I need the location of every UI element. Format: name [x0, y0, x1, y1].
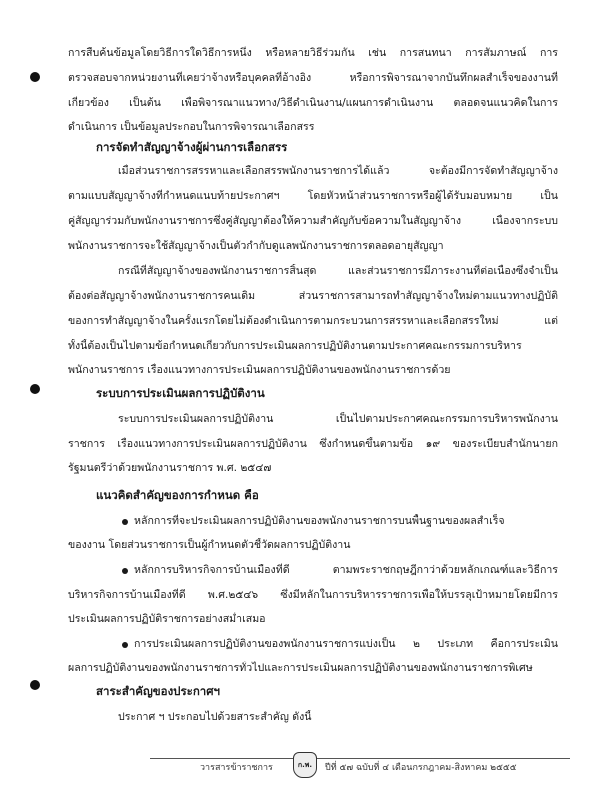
- paragraph-line: รัฐมนตรีว่าด้วยพนักงานราชการ พ.ศ. ๒๕๔๗: [68, 462, 272, 474]
- paragraph-line: คู่สัญญาร่วมกับพนักงานราชการซึ่งคู่สัญญาต้องให้ความสำคัญกับข้อความในสัญญาจ้าง เนื่องจากระบบ: [68, 215, 558, 227]
- bullet-icon: [122, 568, 128, 574]
- paragraph-line: ระบบการประเมินผลการปฏิบัติงาน เป็นไปตามประกาศคณะกรรมการบริหารพนักงาน: [118, 413, 558, 425]
- paragraph-line: กรณีที่สัญญาจ้างของพนักงานราชการสิ้นสุด และส่วนราชการมีภาระงานที่ต่อเนื่องซึ่งจำเป็น: [118, 265, 558, 277]
- paragraph-line: เกี่ยวข้อง เป็นต้น เพื่อพิจารณาแนวทาง/วิธีดำเนินงาน/แผนการดำเนินงาน ตลอดจนแนวคิดในการ: [68, 97, 558, 109]
- section-heading-evaluation: ระบบการประเมินผลการปฏิบัติงาน: [96, 386, 265, 400]
- bullet-line: การประเมินผลการปฏิบัติงานของพนักงานราชการแบ่งเป็น ๒ ประเภท คือการประเมิน: [134, 638, 558, 650]
- paragraph-line: พนักงานราชการจะใช้สัญญาจ้างเป็นตัวกำกับดูแลพนักงานราชการตลอดอายุสัญญา: [68, 240, 444, 252]
- bullet-icon: [122, 519, 128, 525]
- bullet-line: บริหารกิจการบ้านเมืองที่ดี พ.ศ.๒๕๔๖ ซึ่งมีหลักในการบริหารราชการเพื่อให้บรรลุเป้าหมายโดยมีการ: [68, 589, 558, 601]
- punch-hole-middle: [30, 384, 40, 394]
- paragraph-line: พนักงานราชการ เรื่องแนวทางการประเมินผลการปฏิบัติงานของพนักงานราชการด้วย: [68, 364, 451, 376]
- section-heading-contract: การจัดทำสัญญาจ้างผู้ผ่านการเลือกสรร: [96, 140, 288, 154]
- paragraph-line: ประกาศ ฯ ประกอบไปด้วยสาระสำคัญ ดังนี้: [118, 711, 312, 723]
- section-heading-essence: สาระสำคัญของประกาศฯ: [96, 684, 221, 698]
- footer-rule: [150, 758, 570, 759]
- logo-text: ก.พ.: [297, 760, 313, 769]
- bullet-line: ผลการปฏิบัติงานของพนักงานราชการทั่วไปและการประเมินผลการปฏิบัติงานของพนักงานราชการพิเศษ: [68, 662, 533, 674]
- ocsc-logo-icon: [293, 752, 317, 778]
- paragraph-line: ตามแบบสัญญาจ้างที่กำหนดแนบท้ายประกาศฯ โดยหัวหน้าส่วนราชการหรือผู้ได้รับมอบหมาย เป็น: [68, 190, 558, 202]
- bullet-line: ประเมินผลการปฏิบัติราชการอย่างสม่ำเสมอ: [68, 613, 266, 625]
- paragraph-line: เมื่อส่วนราชการสรรหาและเลือกสรรพนักงานราชการได้แล้ว จะต้องมีการจัดทำสัญญาจ้าง: [118, 165, 558, 177]
- punch-hole-top: [30, 72, 40, 82]
- punch-hole-bottom: [30, 680, 40, 690]
- bullet-line: หลักการที่จะประเมินผลการปฏิบัติงานของพนักงานราชการบนพื้นฐานของผลสำเร็จ: [134, 515, 505, 527]
- paragraph-line: การสืบค้นข้อมูลโดยวิธีการใดวิธีการหนึ่ง หรือหลายวิธีร่วมกัน เช่น การสนทนา การสัมภาษณ์ การ: [68, 47, 558, 59]
- footer-journal-name: วารสารข้าราชการ: [200, 763, 273, 773]
- bullet-line: หลักการบริหารกิจการบ้านเมืองที่ดี ตามพระราชกฤษฎีกาว่าด้วยหลักเกณฑ์และวิธีการ: [134, 564, 558, 576]
- paragraph-line: ราชการ เรื่องแนวทางการประเมินผลการปฏิบัติงาน ซึ่งกำหนดขึ้นตามข้อ ๑๙ ของระเบียบสำนักนายก: [68, 438, 558, 450]
- paragraph-line: ของการทำสัญญาจ้างในครั้งแรกโดยไม่ต้องดำเนินการตามกระบวนการสรรหาและเลือกสรรใหม่ แต่: [68, 315, 558, 327]
- section-heading-concept: แนวคิดสำคัญของการกำหนด คือ: [96, 488, 259, 502]
- footer-issue-info: ปีที่ ๕๗ ฉบับที่ ๔ เดือนกรกฎาคม-สิงหาคม ๒๕๕๕: [325, 763, 517, 773]
- bullet-line: ของงาน โดยส่วนราชการเป็นผู้กำหนดตัวชี้วัดผลการปฏิบัติงาน: [68, 539, 351, 551]
- paragraph-line: ดำเนินการ เป็นข้อมูลประกอบในการพิจารณาเลือกสรร: [68, 121, 315, 133]
- paragraph-line: ต้องต่อสัญญาจ้างพนักงานราชการคนเดิม ส่วนราชการสามารถทำสัญญาจ้างใหม่ตามแนวทางปฏิบัติ: [68, 290, 558, 302]
- paragraph-line: ตรวจสอบจากหน่วยงานที่เคยว่าจ้างหรือบุคคลที่อ้างอิง หรือการพิจารณาจากบันทึกผลสำเร็จของงานที่: [68, 72, 558, 84]
- bullet-icon: [122, 642, 128, 648]
- paragraph-line: ทั้งนี้ต้องเป็นไปตามข้อกำหนดเกี่ยวกับการประเมินผลการปฏิบัติงานตามประกาศคณะกรรมการบริหาร: [68, 340, 522, 352]
